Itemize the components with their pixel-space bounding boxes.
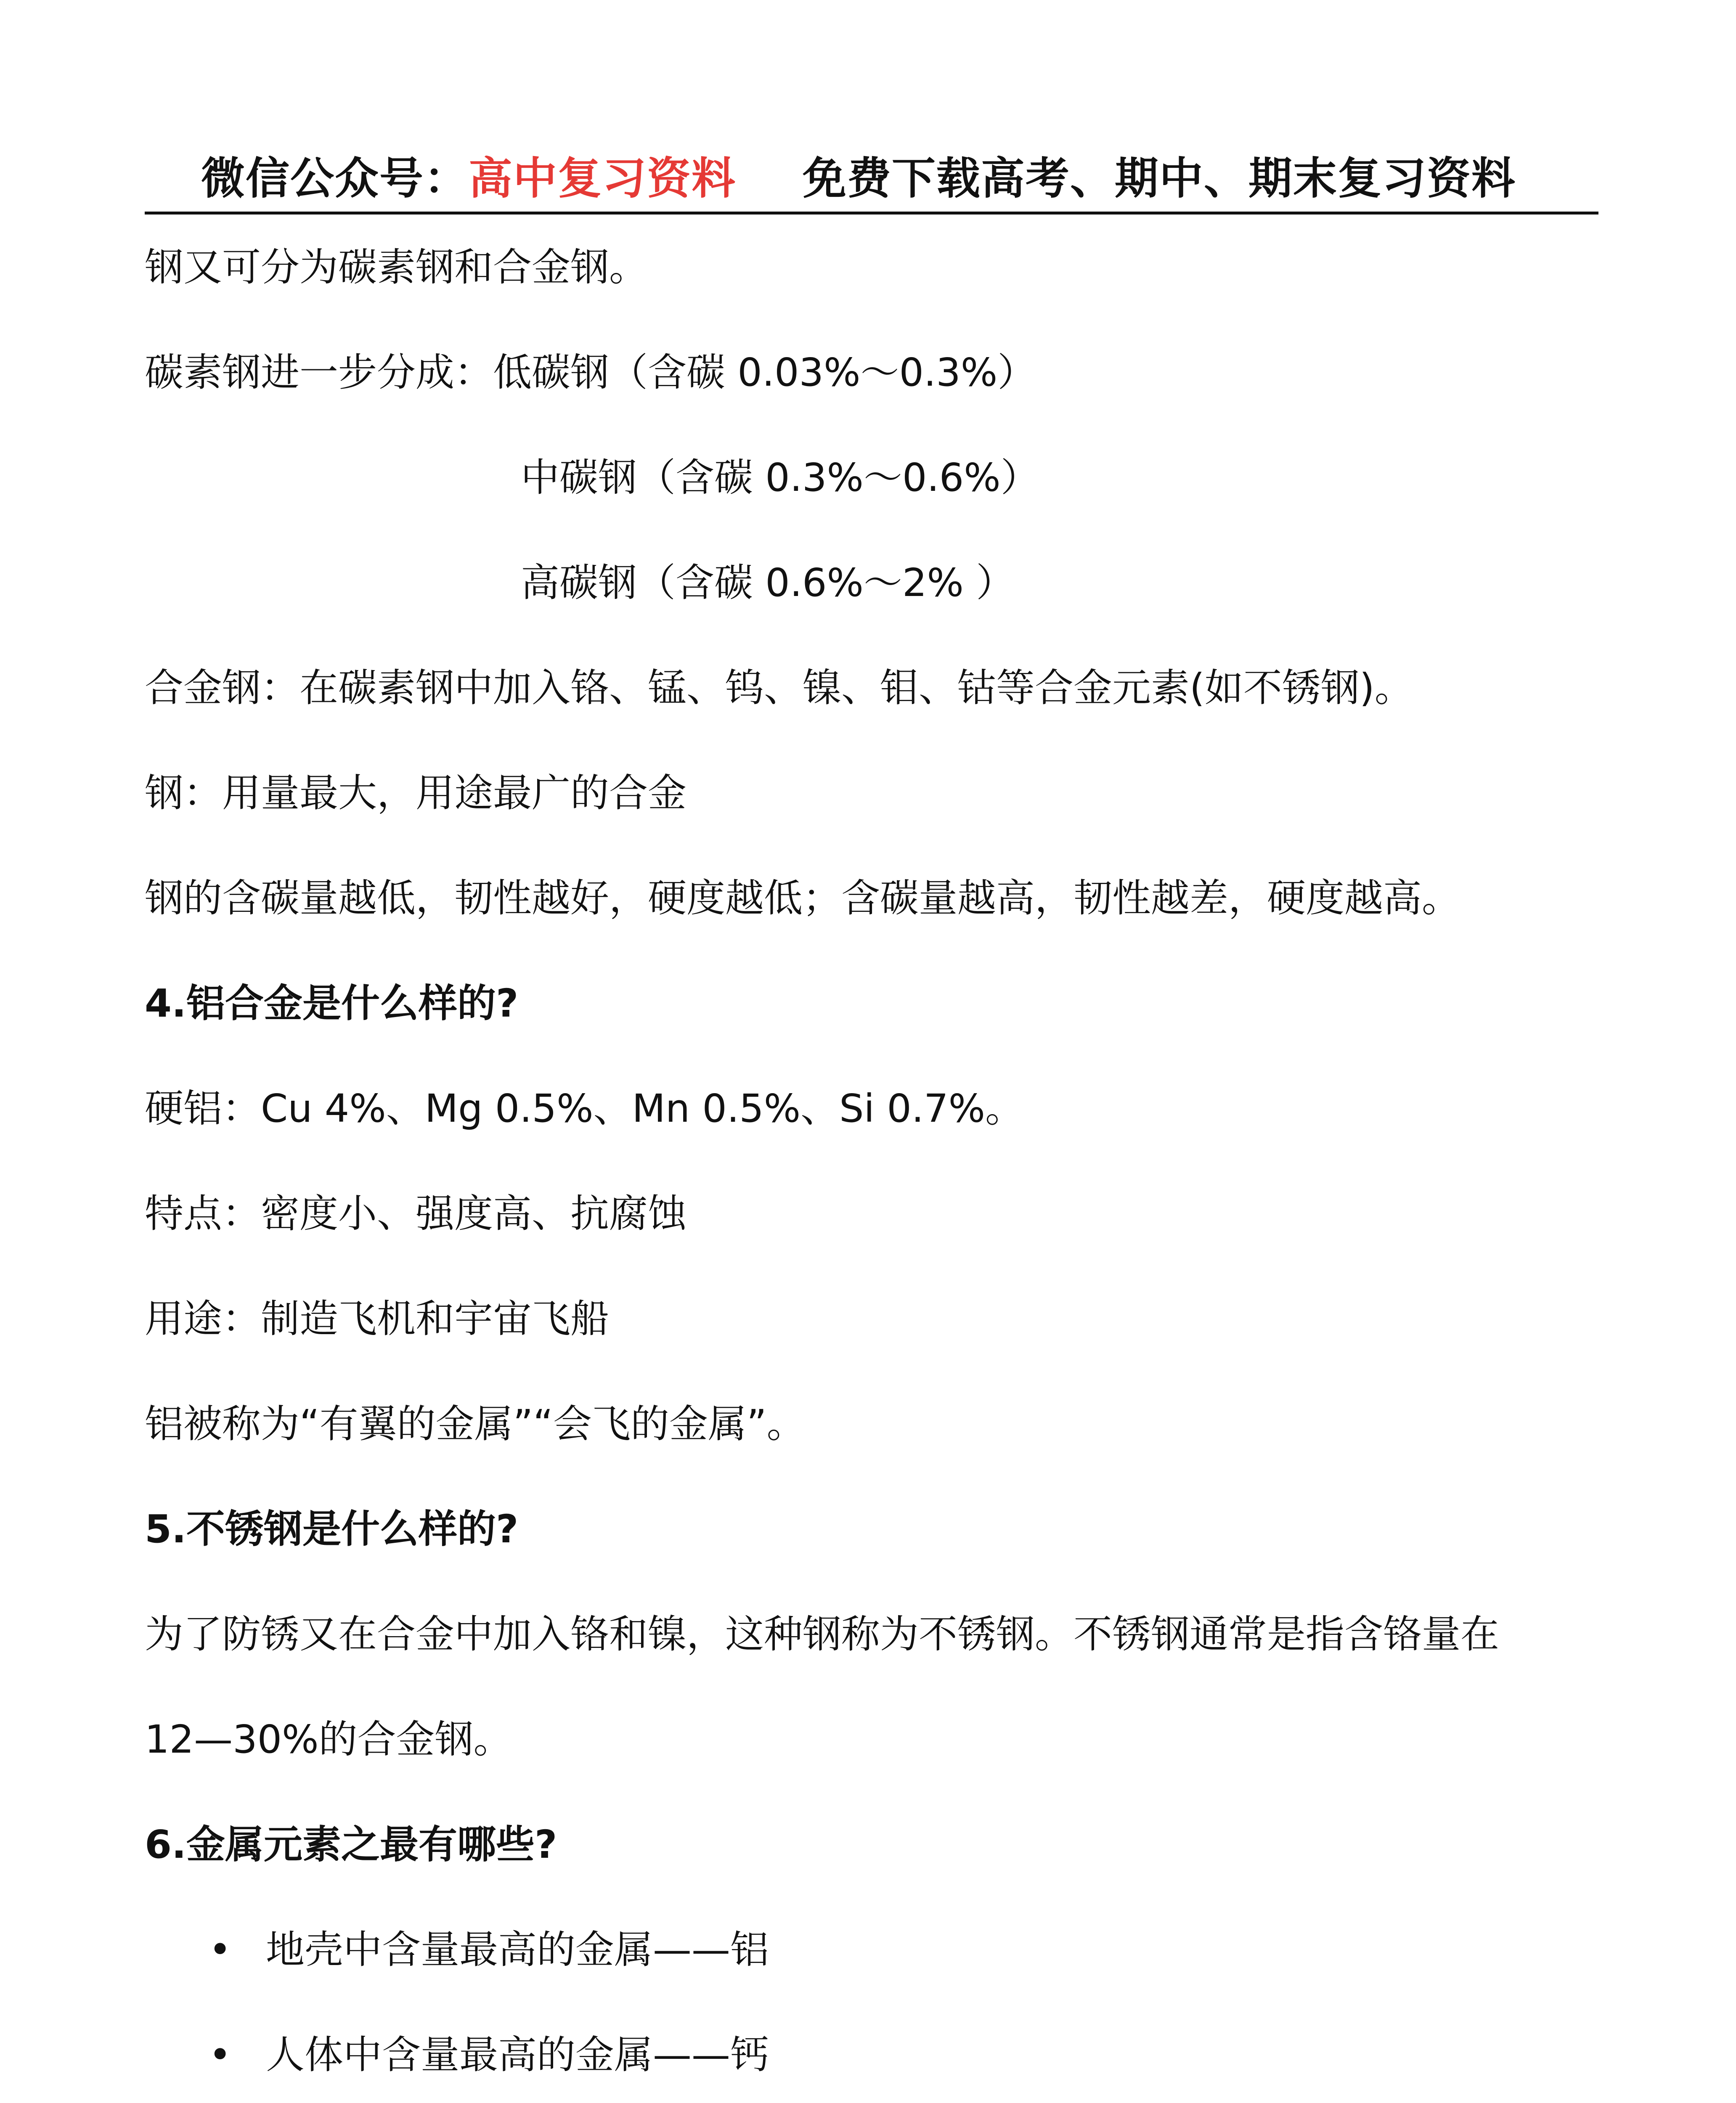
- body-line: 铝被称为“有翼的金属”“会飞的金属”。: [145, 1401, 806, 1446]
- header-prefix: 微信公众号：: [201, 153, 469, 204]
- body-line: 钢的含碳量越低，韧性越好，硬度越低；含碳量越高，韧性越差，硬度越高。: [145, 876, 1461, 921]
- page-header: [145, 143, 1598, 210]
- body-line: 12—30%的合金钢。: [145, 1717, 512, 1762]
- body-line: 合金钢：在碳素钢中加入铬、锰、钨、镍、钼、钴等合金元素(如不锈钢)。: [145, 665, 1413, 710]
- bullet-icon: •: [209, 2032, 232, 2077]
- header-highlight: 高中复习资料: [469, 153, 737, 204]
- header-left: [201, 143, 736, 206]
- bullet-text: 人体中含量最高的金属——钙: [266, 2032, 769, 2077]
- section-heading: 4.铝合金是什么样的?: [145, 981, 519, 1026]
- header-right: 免费下载高考、期中、期末复习资料: [803, 153, 1516, 204]
- body-line: 为了防锈又在合金中加入铬和镍，这种钢称为不锈钢。不锈钢通常是指含铬量在: [145, 1612, 1500, 1657]
- body-line: 碳素钢进一步分成：低碳钢（含碳 0.03%～0.3%）: [145, 350, 1036, 395]
- section-heading: 6.金属元素之最有哪些?: [145, 1822, 557, 1867]
- body-line: 钢：用量最大，用途最广的合金: [145, 771, 687, 816]
- bullet-text: 地壳中含量最高的金属——铝: [266, 1927, 769, 1972]
- body-line: 硬铝：Cu 4%、Mg 0.5%、Mn 0.5%、Si 0.7%。: [145, 1086, 1024, 1131]
- body-line: 中碳钢（含碳 0.3%～0.6%）: [521, 455, 1039, 500]
- body-line: 用途：制造飞机和宇宙飞船: [145, 1296, 610, 1341]
- header-divider: [145, 212, 1598, 215]
- body-line: 高碳钢（含碳 0.6%～2% ）: [521, 560, 1015, 605]
- body-line: 特点：密度小、强度高、抗腐蚀: [145, 1191, 687, 1236]
- section-heading: 5.不锈钢是什么样的?: [145, 1507, 519, 1552]
- bullet-icon: •: [209, 1927, 232, 1972]
- body-line: 钢又可分为碳素钢和合金钢。: [145, 245, 648, 290]
